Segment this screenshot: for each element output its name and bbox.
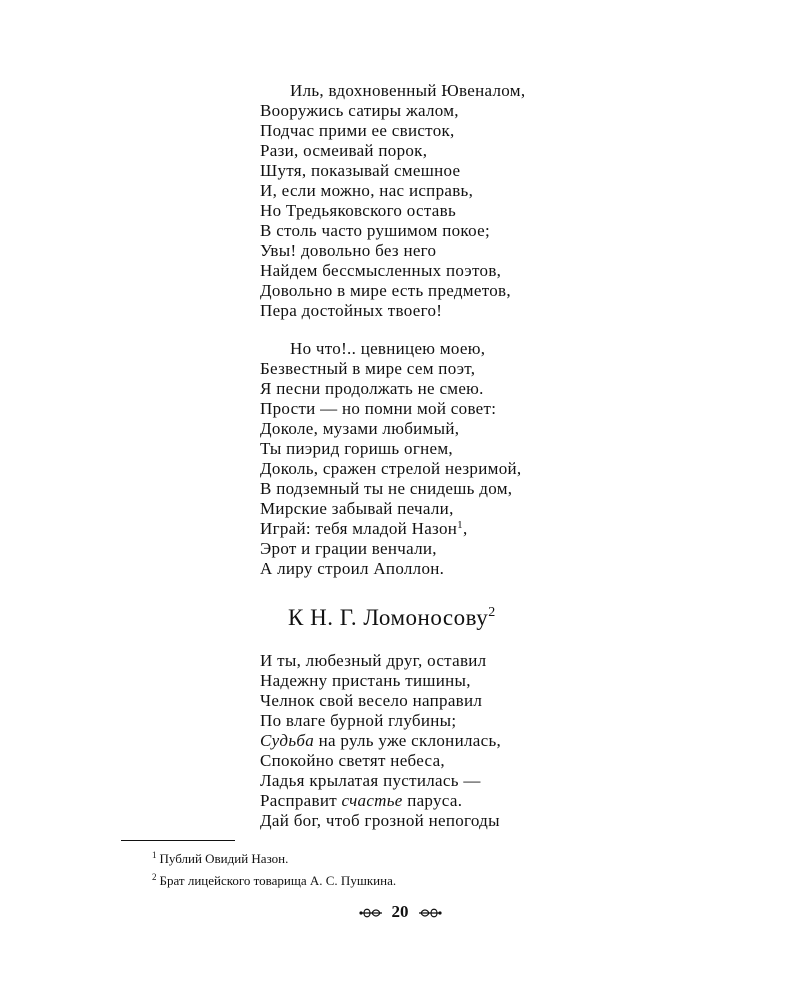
poem-line: Безвестный в мире сем поэт,: [260, 359, 476, 378]
poem-line: Челнок свой весело направил: [260, 691, 483, 710]
poem-line: Эрот и грации венчали,: [260, 539, 437, 558]
poem-line: Доколе, музами любимый,: [260, 419, 460, 438]
poem-line: А лиру строил Аполлон.: [260, 559, 445, 578]
poem-line: Ладья крылатая пустилась —: [260, 771, 481, 790]
poem-line: Подчас прими ее свисток,: [260, 121, 455, 140]
poem-line: Довольно в мире есть предметов,: [260, 281, 511, 300]
poem-title: К Н. Г. Ломоносову: [288, 605, 489, 630]
footnote-mark: 2: [152, 872, 157, 882]
poem-line: По влаге бурной глубины;: [260, 711, 457, 730]
footnote-divider: [121, 840, 235, 841]
fleuron-icon: [358, 906, 384, 920]
page-number: 20: [391, 902, 409, 921]
footnote-ref[interactable]: 2: [488, 605, 496, 620]
poem-line: Мирские забывай печали,: [260, 499, 454, 518]
poem-line: Шутя, показывай смешное: [260, 161, 461, 180]
footnote-mark: 1: [152, 850, 157, 860]
poem-line: В столь часто рушимом покое;: [260, 221, 490, 240]
poem-line: Найдем бессмысленных поэтов,: [260, 261, 502, 280]
poem-line: Спокойно светят небеса,: [260, 751, 445, 770]
poem-line-text: на руль уже склонилась,: [314, 731, 502, 750]
poem-line: Надежну пристань тишины,: [260, 671, 471, 690]
footnote-item: [152, 870, 396, 892]
footnote-text: Публий Овидий Назон.: [159, 851, 289, 866]
poem-line: И, если можно, нас исправь,: [260, 181, 474, 200]
footnote-ref[interactable]: 1: [457, 519, 463, 531]
poem-line-text: паруса.: [402, 791, 463, 810]
poem-line: Я песни продолжать не смею.: [260, 379, 484, 398]
poem-line-text: Расправит: [260, 791, 342, 810]
poem-line: Доколь, сражен стрелой незримой,: [260, 459, 522, 478]
stanza-1: [260, 81, 525, 321]
poem-line: Иль, вдохновенный Ювеналом,: [290, 81, 526, 100]
page-number-block: [0, 902, 800, 922]
poem-heading: [0, 605, 800, 631]
poem-line: В подземный ты не снидешь дом,: [260, 479, 513, 498]
poem-line: Рази, осмеивай порок,: [260, 141, 428, 160]
stanza-2: [260, 339, 521, 579]
footnotes: [152, 848, 396, 892]
footnote-text: Брат лицейского товарища А. С. Пушкина.: [159, 873, 397, 888]
poem-line: Дай бог, чтоб грозной непогоды: [260, 811, 500, 830]
italic-word: счастье: [341, 791, 403, 810]
poem-line: [260, 731, 501, 751]
italic-word: Судьба: [260, 731, 315, 750]
stanza-3: [260, 651, 501, 831]
poem-line: И ты, любезный друг, оставил: [260, 651, 487, 670]
poem-line-text: Играй: тебя младой Назон: [260, 519, 458, 538]
poem-line: Играй: тебя младой Назон$^1$,: [260, 519, 468, 538]
fleuron-icon: [417, 906, 443, 920]
poem-line: Но что!.. цевницею моею,: [290, 339, 486, 358]
poem-line: Пера достойных твоего!: [260, 301, 443, 320]
poem-line: Но Тредьяковского оставь: [260, 201, 457, 220]
poem-line: Ты пиэрид горишь огнем,: [260, 439, 453, 458]
poem-line: Увы! довольно без него: [260, 241, 437, 260]
poem-line: [260, 791, 501, 811]
poem-line: Вооружись сатиры жалом,: [260, 101, 459, 120]
footnote-item: [152, 848, 396, 870]
poem-line: Прости — но помни мой совет:: [260, 399, 497, 418]
